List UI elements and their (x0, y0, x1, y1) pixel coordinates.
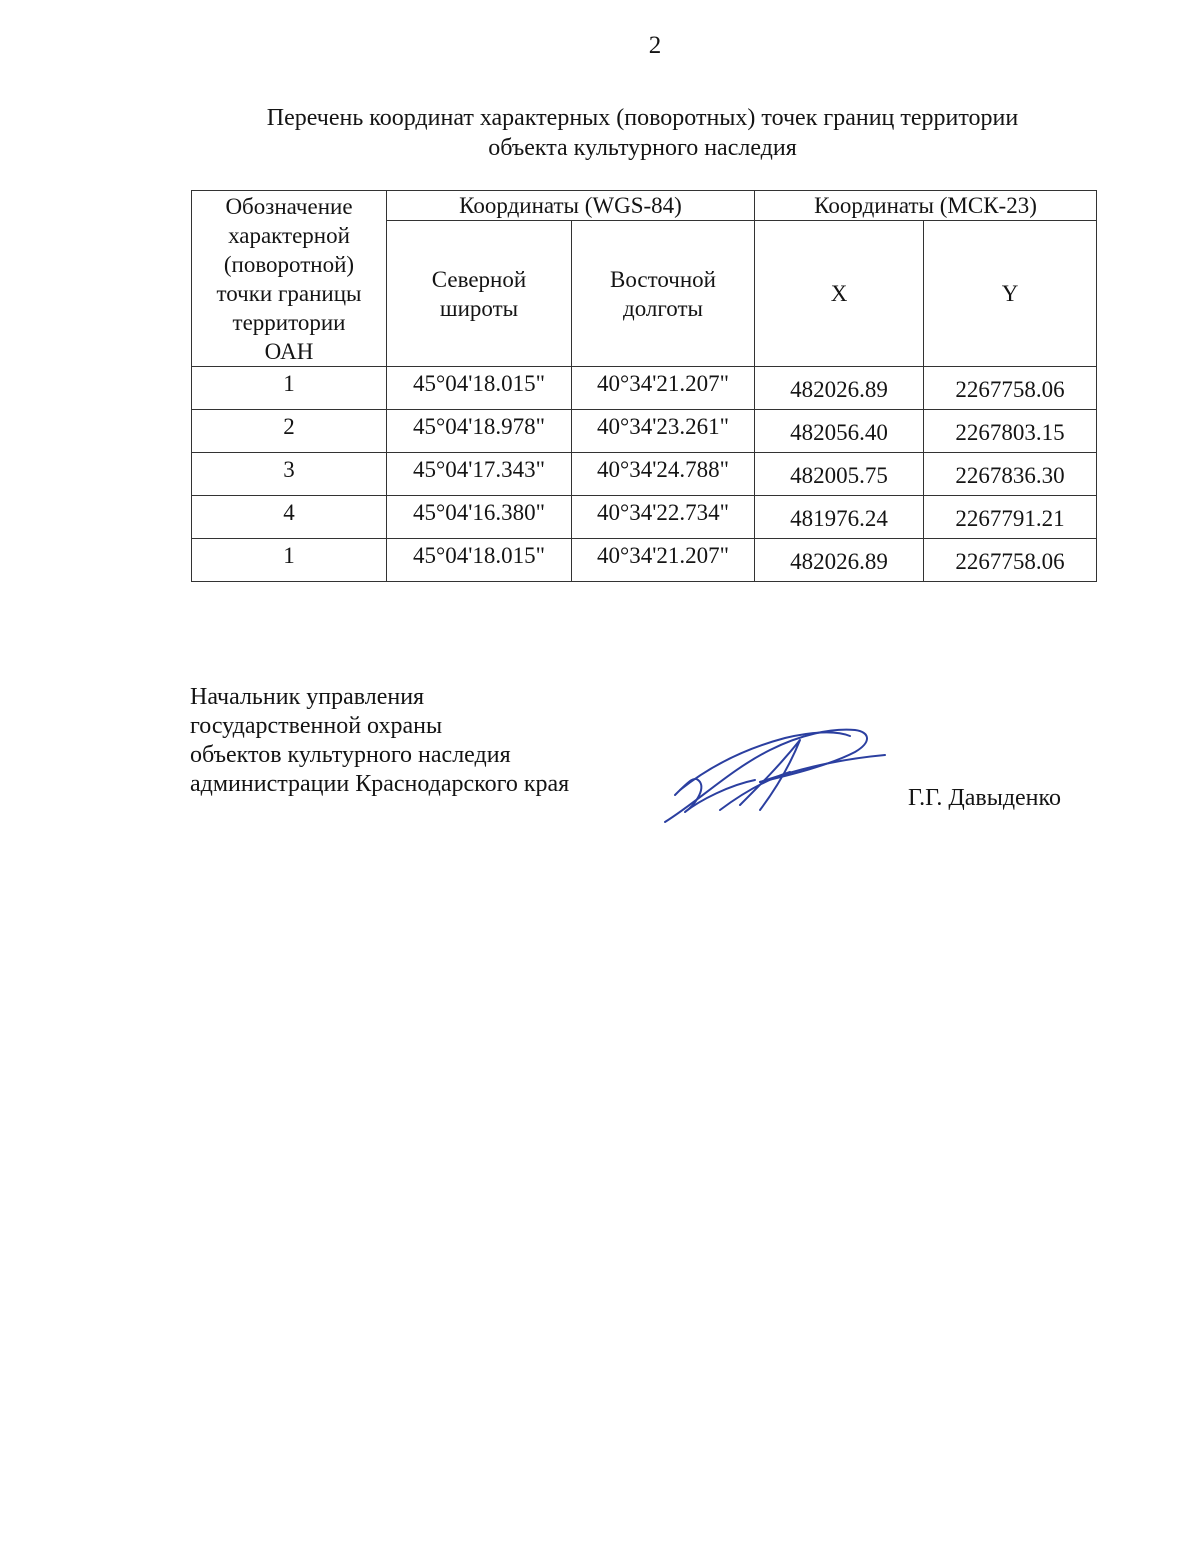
cell-y: 2267758.06 (924, 367, 1097, 410)
cell-y: 2267803.15 (924, 410, 1097, 453)
cell-y: 2267758.06 (924, 539, 1097, 582)
cell-x: 481976.24 (755, 496, 924, 539)
cell-x: 482026.89 (755, 539, 924, 582)
cell-latitude: 45°04'16.380" (387, 496, 572, 539)
signatory-position-line: объектов культурного наследия (190, 742, 511, 768)
table-row (192, 539, 1097, 582)
table-row (192, 496, 1097, 539)
cell-latitude: 45°04'17.343" (387, 453, 572, 496)
document-title-line-2: объекта культурного наследия (488, 135, 797, 161)
cell-y: 2267836.30 (924, 453, 1097, 496)
handwritten-signature (660, 710, 900, 835)
cell-longitude: 40°34'22.734" (572, 496, 755, 539)
cell-latitude: 45°04'18.015" (387, 539, 572, 582)
coordinates-table (191, 190, 1097, 582)
table-row (192, 453, 1097, 496)
signatory-position-line: государственной охраны (190, 713, 443, 739)
table-row (192, 367, 1097, 410)
signatory-position-line: Начальник управления (190, 684, 425, 710)
document-title (190, 103, 1095, 163)
cell-point: 1 (192, 367, 387, 410)
header-point-designation: Обозначение характерной (поворотной) точки границы территории ОАН (192, 191, 387, 367)
cell-longitude: 40°34'21.207" (572, 367, 755, 410)
header-msk23-group: Координаты (МСК-23) (755, 191, 1097, 221)
cell-x: 482005.75 (755, 453, 924, 496)
document-title-line-1: Перечень координат характерных (поворотных) точек границ территории (266, 105, 1019, 131)
signatory-position-line: администрации Краснодарского края (190, 771, 570, 797)
signatory-position (190, 683, 569, 799)
header-y: Y (924, 221, 1097, 367)
cell-longitude: 40°34'21.207" (572, 539, 755, 582)
cell-x: 482056.40 (755, 410, 924, 453)
header-x: X (755, 221, 924, 367)
cell-latitude: 45°04'18.978" (387, 410, 572, 453)
header-wgs84-group: Координаты (WGS-84) (387, 191, 755, 221)
header-east-longitude: Восточной долготы (572, 221, 755, 367)
table-row (192, 410, 1097, 453)
header-north-latitude: Северной широты (387, 221, 572, 367)
cell-latitude: 45°04'18.015" (387, 367, 572, 410)
page-number: 2 (648, 32, 662, 59)
cell-point: 4 (192, 496, 387, 539)
cell-longitude: 40°34'23.261" (572, 410, 755, 453)
cell-x: 482026.89 (755, 367, 924, 410)
signatory-name: Г.Г. Давыденко (908, 785, 1061, 811)
cell-point: 1 (192, 539, 387, 582)
cell-point: 2 (192, 410, 387, 453)
cell-point: 3 (192, 453, 387, 496)
cell-longitude: 40°34'24.788" (572, 453, 755, 496)
cell-y: 2267791.21 (924, 496, 1097, 539)
